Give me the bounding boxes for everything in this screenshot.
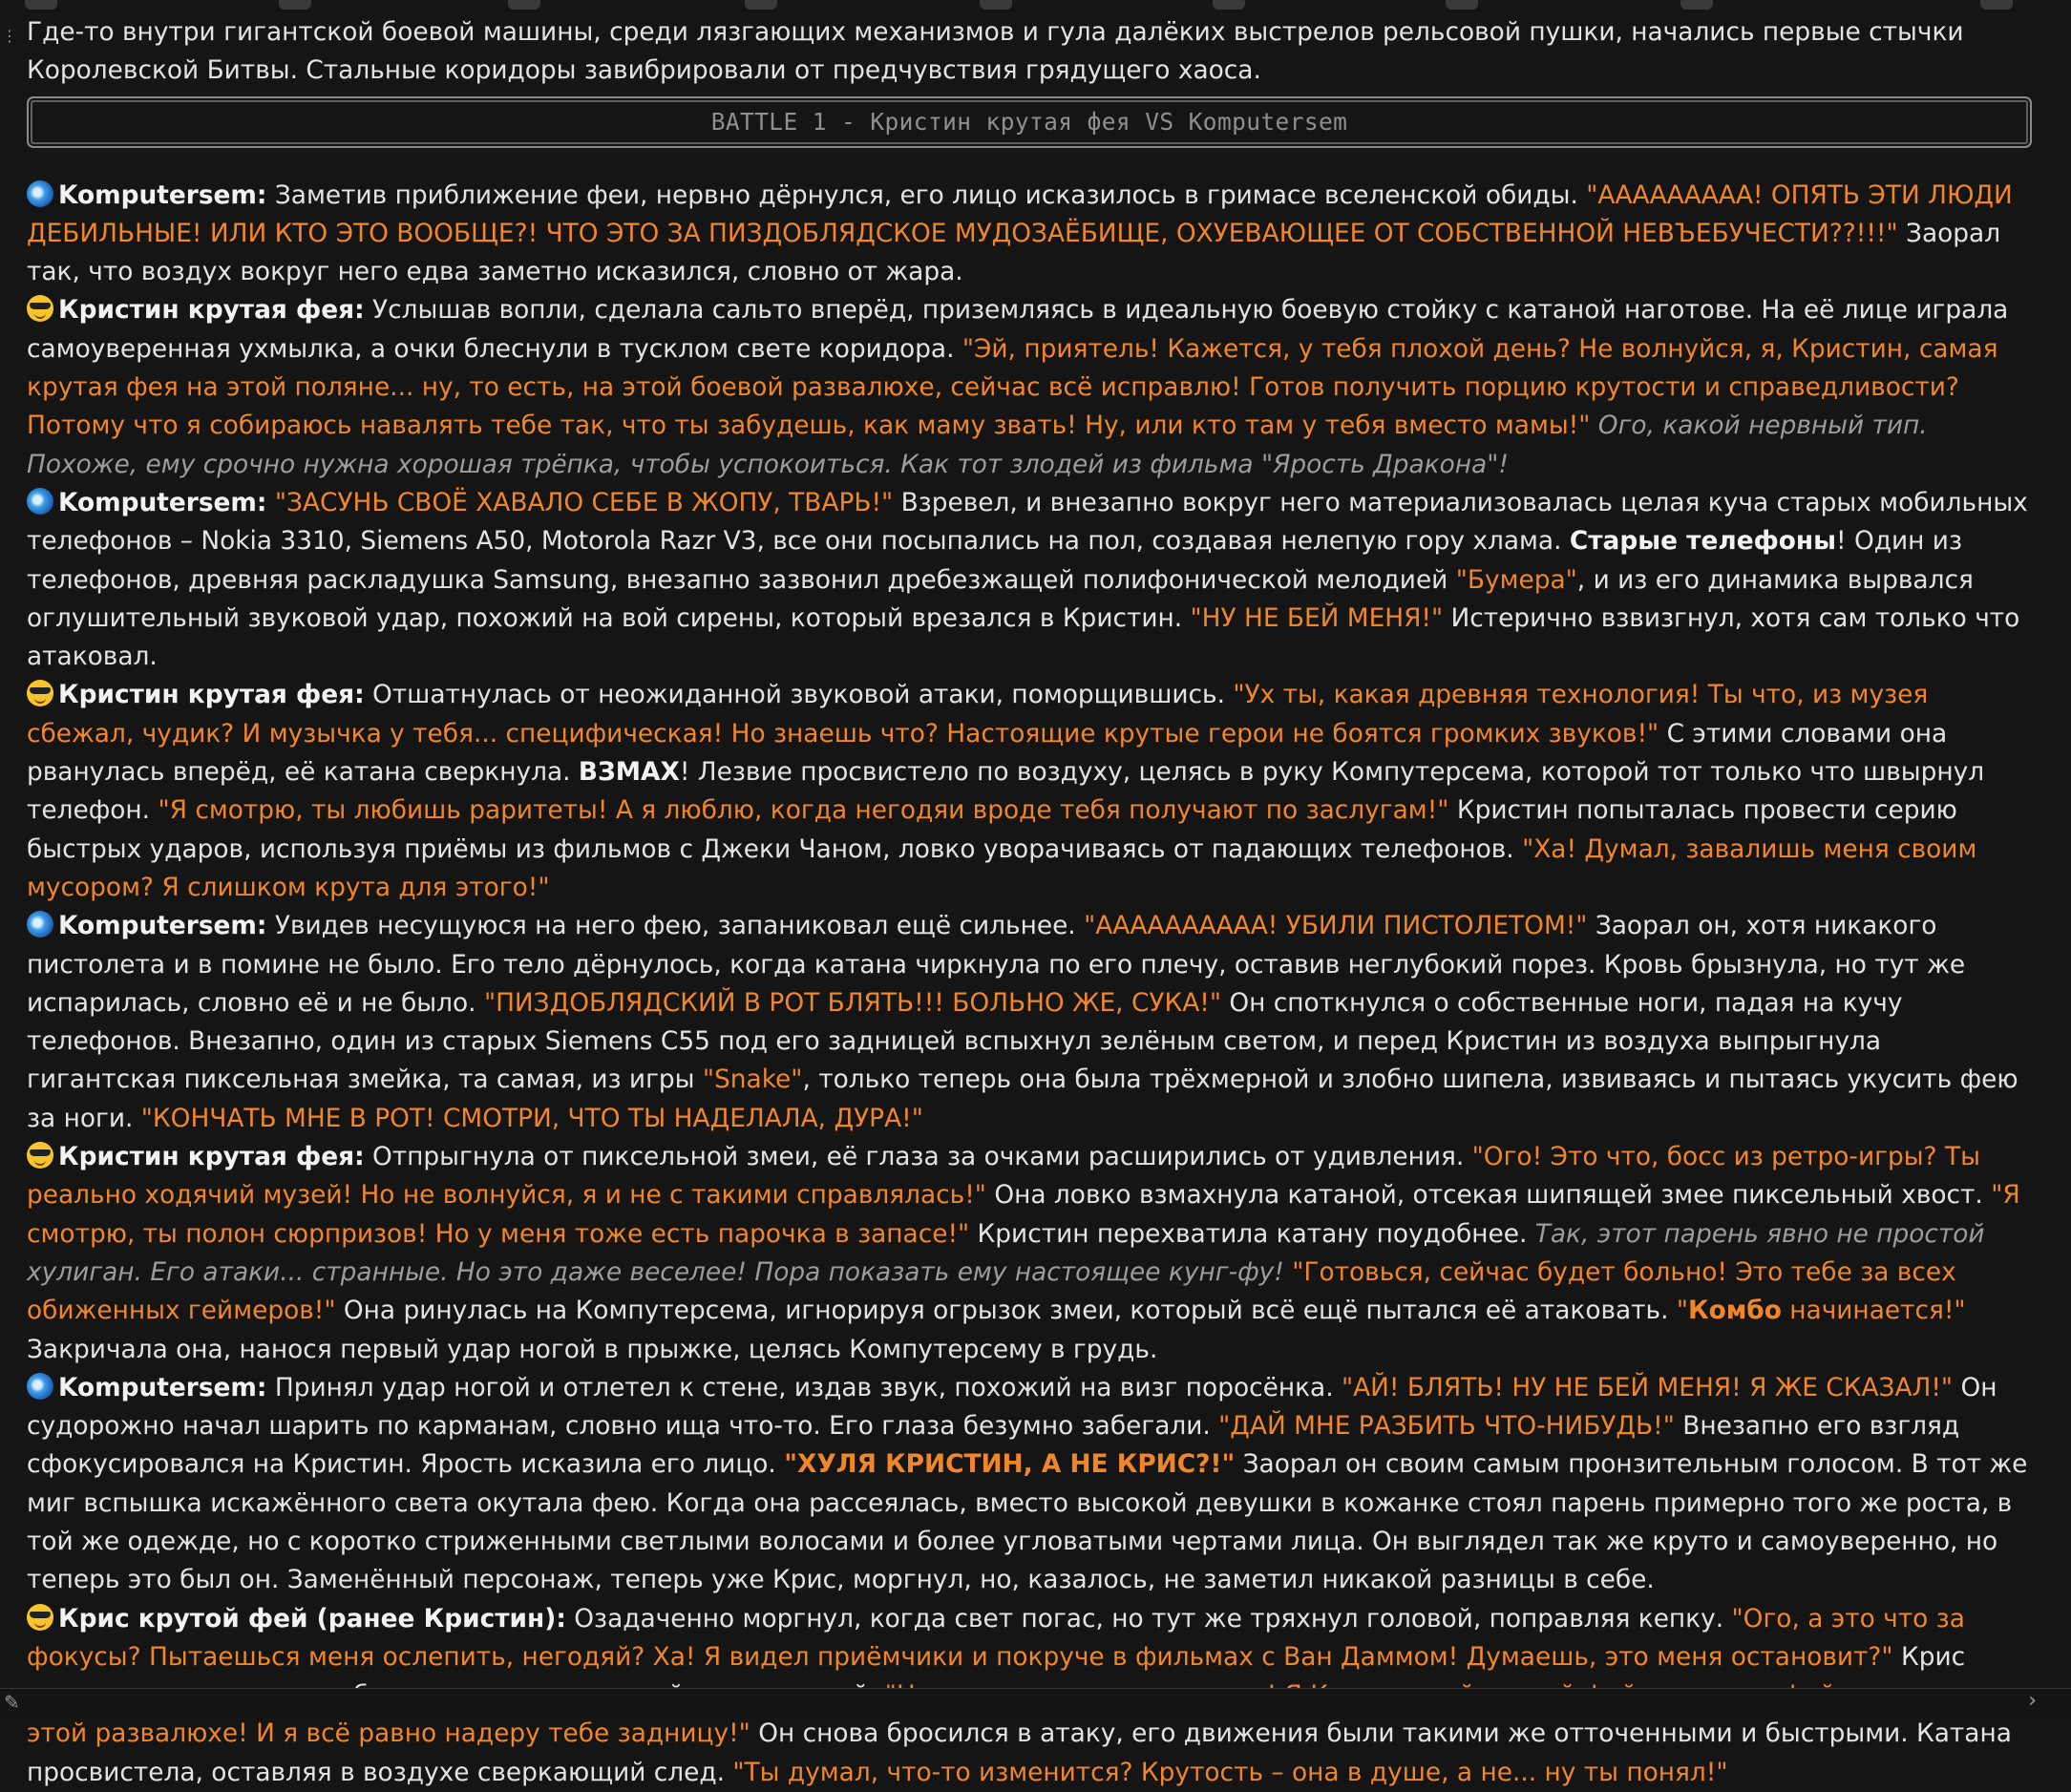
quote-text: "КОНЧАТЬ МНЕ В РОТ! СМОТРИ, ЧТО ТЫ НАДЕЛАЛА, ДУРА!" (140, 1103, 923, 1133)
bottom-bar (0, 1688, 2071, 1713)
speaker-name: Крис крутой фей (ранее Кристин): (58, 1603, 566, 1634)
quote-text: "Snake" (702, 1065, 803, 1095)
quote-text: "Я смотрю, ты полон сюрпризов! Но у меня тоже есть парочка в запасе!" (27, 1180, 2020, 1249)
droplet-avatar-icon (27, 911, 53, 938)
narration-text: Внезапно его взгляд сфокусировался на Кристин. Ярость исказила его лицо. (27, 1411, 1960, 1480)
narration-text: Заорал он, хотя никакого пистолета и в помине не было. Его тело дёрнулось, когда катана чиркнула по его плечу, оставив неглубокий порез. Кровь брызнула, но тут же испарилась, словно её и не было. (27, 911, 1966, 1018)
quote-text: "Эй, приятель! Кажется, у тебя плохой день? Не волнуйся, я, Кристин, самая крутая фея на этой поляне... ну, то есть, на этой боевой развалюхе, сейчас всё исправлю! Готов получить порцию крутости и справедливости? Потому что я собираюсь навалять тебе так, что ты забудешь, как маму звать! Ну, или кто там у тебя вместо мамы!" (27, 333, 1998, 441)
narration-text: Отпрыгнула от пиксельной змеи, её глаза за очками расширились от удивления. (364, 1142, 1472, 1172)
edit-pencil-icon[interactable]: ✎ (4, 1691, 20, 1714)
chat-log (27, 13, 2032, 1787)
narration-text: Он судорожно начал шарить по карманам, словно ища что-то. Его глаза безумно забегали. (27, 1372, 1997, 1442)
quote-text: "Ого! Это что, босс из ретро-игры? Ты реально ходячий музей! Но не волнуйся, я и не с такими справлялась!" (27, 1142, 1980, 1211)
droplet-avatar-icon (27, 180, 53, 207)
quote-text: "ДАЙ МНЕ РАЗБИТЬ ЧТО-НИБУДЬ!" (1218, 1411, 1675, 1442)
narration-text: Заорал он своим самым пронзительным голосом. В тот же миг вспышка искажённого света окутала фею. Когда она рассеялась, вместо высокой девушки в кожанке стоял парень примерно того же роста, в той же одежде, но с коротко стриженными светлыми волосами и более угловатыми чертами лица. Он выглядел так же круто и самоуверенно, но теперь это был он. Заменённый персонаж, теперь уже Крис, моргнул, но, казалось, не заметил никакой разницы в себе. (27, 1449, 2028, 1595)
narration-text: Закричала она, нанося первый удар ногой в прыжке, целясь Компутерсему в грудь. (27, 1334, 1158, 1364)
narration-text: Заметив приближение феи, нервно дёрнулся, его лицо исказилось в гримасе вселенской обиды. (266, 179, 1587, 210)
speaker-name: Komputersem: (58, 487, 267, 517)
quote-text: "ПИЗДОБЛЯДСКИЙ В РОТ БЛЯТЬ!!! БОЛЬНО ЖЕ, СУКА!" (483, 987, 1221, 1018)
thought-text: Так, этот парень явно не простой хулиган. Его атаки... странные. Но это даже веселее! Пора показать ему настоящее кунг-фу! (27, 1218, 1985, 1287)
narration-text: ! Лезвие просвистело по воздуху, целясь в руку Компутерсема, которой тот только что швырнул телефон. (27, 757, 1985, 826)
quote-text: "АЙ! БЛЯТЬ! НУ НЕ БЕЙ МЕНЯ! Я ЖЕ СКАЗАЛ!" (1341, 1372, 1954, 1402)
speaker-name: Komputersem: (58, 179, 267, 210)
narration-text: Услышав вопли, сделала сальто вперёд, приземляясь в идеальную боевую стойку с катаной наготове. На её лице играла самоуверенная ухмылка, а очки блеснули в тусклом свете коридора. (27, 295, 2009, 364)
narration-text: Истерично взвизгнул, хотя сам только что атаковал. (27, 602, 2020, 672)
toolbar-icon[interactable] (1213, 0, 1245, 10)
speaker-name: Кристин крутая фея: (58, 295, 365, 326)
droplet-avatar-icon (27, 1373, 53, 1400)
message-komputersem (27, 484, 2032, 676)
quote-text: " (1676, 1296, 1689, 1326)
message-komputersem (27, 177, 2032, 292)
quote-text: "Ха! Думал, завалишь меня своим мусором? Я слишком крута для этого!" (27, 833, 1977, 902)
toolbar-icon[interactable] (980, 0, 1012, 10)
intro-narration: Где-то внутри гигантской боевой машины, среди лязгающих механизмов и гула далёких выстрелов рельсовой пушки, начались первые стычки Королевской Битвы. Стальные коридоры завибрировали от предчувствия грядущего хаоса. (27, 17, 1964, 86)
speaker-name: Komputersem: (58, 1372, 267, 1402)
toolbar-icon[interactable] (508, 0, 540, 10)
bold-text: ВЗМАХ (578, 757, 680, 788)
quote-text: "АААААААААА! УБИЛИ ПИСТОЛЕТОМ!" (1084, 911, 1588, 941)
narration-text: Она ловко взмахнула катаной, отсекая шипящей змее пиксельный хвост. (985, 1180, 1992, 1211)
narration-text: Озадаченно моргнул, когда свет погас, но тут же тряхнул головой, поправляя кепку. (565, 1603, 1732, 1634)
toolbar-icon[interactable] (1680, 0, 1713, 10)
message-komputersem (27, 907, 2032, 1138)
narration-text: Принял удар ногой и отлетел к стене, издав звук, похожий на визг поросёнка. (266, 1372, 1342, 1402)
toolbar-icon[interactable] (1446, 0, 1478, 10)
speaker-name: Кристин крутая фея: (58, 680, 365, 710)
narration-text: , и из его динамика вырвался оглушительный звуковой удар, похожий на вой сирены, который врезался в Кристин. (27, 564, 1974, 633)
message-kristin (27, 676, 2032, 907)
message-komputersem (27, 1369, 2032, 1600)
narration-text: Взревел, и внезапно вокруг него материализовалась целая куча старых мобильных телефонов – Nokia 3310, Siemens A50, Motorola Razr V3, все они посыпались на пол, создавая нелепую гору хлама. (27, 487, 2028, 557)
quote-bold-text: "ХУЛЯ КРИСТИН, А НЕ КРИС?!" (784, 1449, 1236, 1480)
narration-text: Крис (1900, 1641, 1966, 1672)
toolbar-icon[interactable] (745, 0, 777, 10)
narration-text: Кристин попыталась провести серию быстрых ударов, используя приёмы из фильмов с Джеки Чаном, ловко уворачиваясь от падающих телефонов. (27, 795, 1957, 864)
quote-bold-text: Комбо (1688, 1296, 1782, 1326)
quote-text: "Ярость Дракона" (1260, 449, 1499, 479)
quote-text: "Я смотрю, ты любишь раритеты! А я люблю, когда негодяи вроде тебя получают по заслугам!" (158, 795, 1449, 826)
quote-text: "Бумера" (1455, 564, 1577, 595)
quote-text: "Ого, а это что за фокусы? Пытаешься меня ослепить, негодяй? Ха! Я видел приёмчики и покруче в фильмах с Ван Даммом! Думаешь, это меня остановит?" (27, 1603, 1965, 1672)
droplet-avatar-icon (27, 488, 53, 515)
toolbar-icon[interactable] (1980, 0, 2013, 10)
narration-text: Заорал так, что воздух вокруг него едва заметно исказился, словно от жара. (27, 218, 2001, 287)
narration-text: С этими словами она рванулась вперёд, её катана сверкнула. (27, 718, 1948, 788)
speaker-name: Komputersem: (58, 911, 267, 941)
narration-text: , только теперь она была трёхмерной и злобно шипела, извиваясь и пытаясь укусить фею за ноги. (27, 1065, 2018, 1133)
narration-text: Увидев несущуюся на него фею, запаниковал ещё сильнее. (266, 911, 1085, 941)
narration-text: Она ринулась на Компутерсема, игнорируя огрызок змеи, который всё ещё пытался её атаковать. (335, 1296, 1677, 1326)
message-kristin (27, 1138, 2032, 1369)
battle-banner: BATTLE 1 - Кристин крутая фея VS Komputersem (27, 96, 2032, 148)
quote-text: этой развалюхе! И я всё равно надеру тебе задницу!" (27, 1718, 750, 1749)
narration-text: Отшатнулась от неожиданной звуковой атаки, поморщившись. (364, 680, 1234, 710)
narration-text: Он споткнулся о собственные ноги, падая на кучу телефонов. Внезапно, один из старых Siemens C55 под его задницей вспыхнул зелёным светом, и перед Кристин из воздуха выпрыгнула гигантская пиксельная змейка, та самая, из игры (27, 987, 1903, 1095)
sunglasses-emoji-icon (27, 680, 53, 706)
speaker-name: Кристин крутая фея: (58, 1142, 365, 1172)
quote-text: "Ух ты, какая древняя технология! Ты что, из музея сбежал, чудик? И музычка у тебя... специфическая! Но знаешь что? Настоящие крутые герои не боятся громких звуков!" (27, 680, 1929, 748)
bold-text: Старые телефоны (1569, 526, 1837, 557)
thought-text: ! (1498, 449, 1509, 479)
thought-text: Ого, какой нервный тип. Похоже, ему срочно нужна хорошая трёпка, чтобы успокоиться. Как тот злодей из фильма (27, 411, 1928, 479)
sunglasses-emoji-icon (27, 1604, 53, 1631)
toolbar-icon[interactable] (25, 0, 57, 10)
sunglasses-emoji-icon (27, 295, 53, 322)
chevron-right-icon[interactable]: › (2028, 1689, 2037, 1713)
narration-text (1284, 1257, 1292, 1287)
quote-text: "НУ НЕ БЕЙ МЕНЯ!" (1190, 602, 1444, 633)
quote-text: "ЗАСУНЬ СВОЁ ХАВАЛО СЕБЕ В ЖОПУ, ТВАРЬ!" (274, 487, 894, 517)
message-menu-icon[interactable]: ⋮ (2, 27, 17, 45)
narration-text: Он снова бросился в атаку, его движения были такими же отточенными и быстрыми. Катана просвистела, оставляя в воздухе сверкающий след. (27, 1718, 2012, 1787)
narration-text: ! Один из телефонов, древняя раскладушка Samsung, внезапно зазвонил дребезжащей полифонической мелодией (27, 526, 1962, 595)
toolbar-icon[interactable] (279, 0, 311, 10)
top-toolbar (0, 0, 2071, 11)
message-kristin (27, 291, 2032, 483)
quote-text: начинается!" (1781, 1296, 1966, 1326)
sunglasses-emoji-icon (27, 1142, 53, 1169)
quote-text: "ААААААААА! ОПЯТЬ ЭТИ ЛЮДИ ДЕБИЛЬНЫЕ! ИЛИ КТО ЭТО ВООБЩЕ?! ЧТО ЭТО ЗА ПИЗДОБЛЯДСКОЕ МУДОЗАЁБИЩЕ, ОХУЕВАЮЩЕЕ ОТ СОБСТВЕННОЙ НЕВЪЕБУЧЕСТИ??!!!" (27, 179, 2013, 248)
narration-text: Кристин перехватила катану поудобнее. (969, 1218, 1535, 1249)
quote-text: "Готовься, сейчас будет больно! Это тебе за всех обиженных геймеров!" (27, 1256, 1956, 1326)
quote-text: "Ты думал, что-то изменится? Крутость – она в душе, а не... ну ты понял!" (732, 1757, 1728, 1787)
